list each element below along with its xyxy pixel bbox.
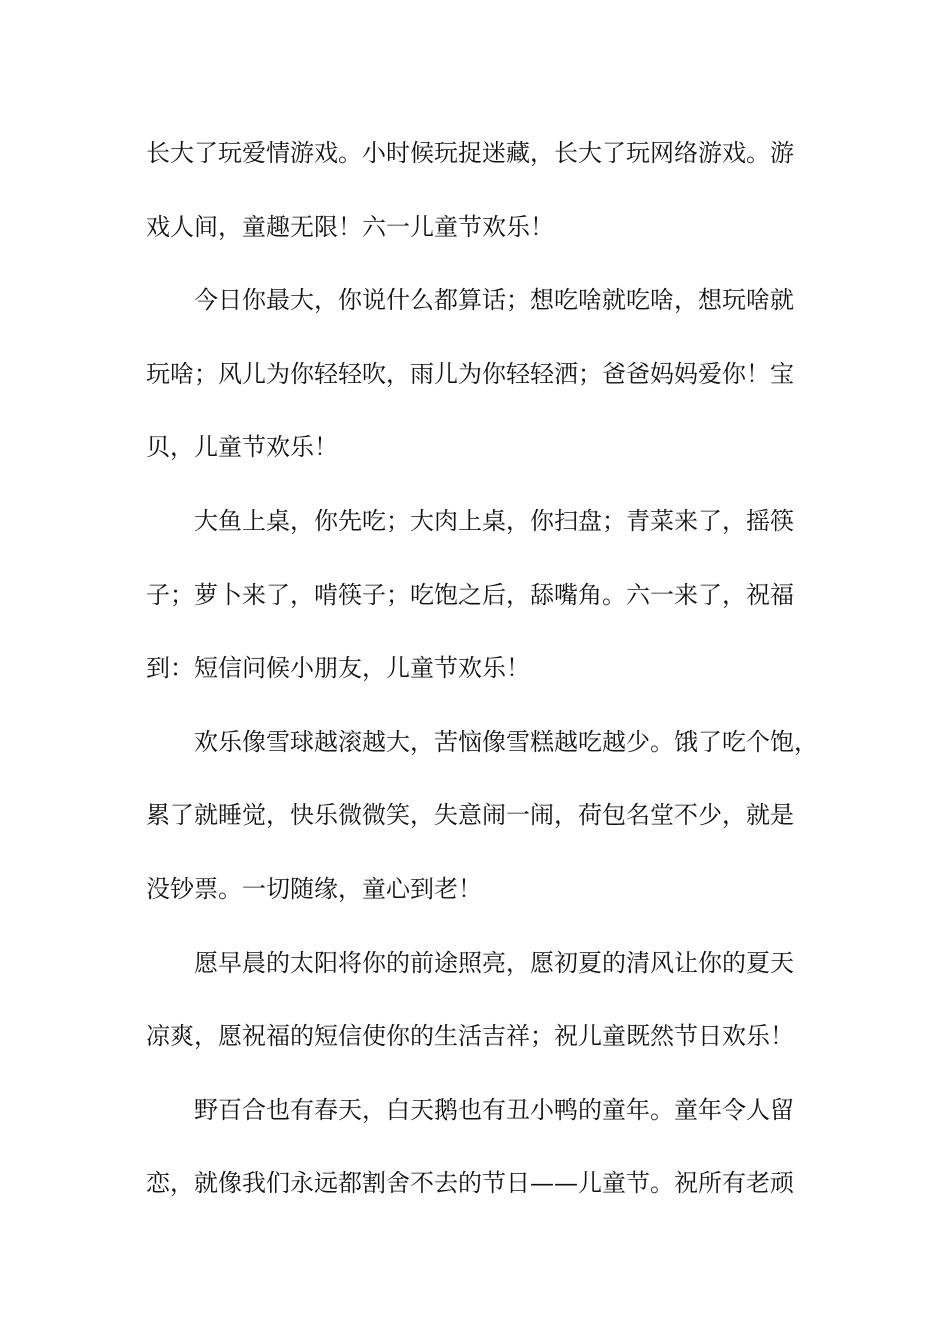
text-line: 累了就睡觉，快乐微微笑，失意闹一闹，荷包名堂不少，就是 (146, 801, 794, 830)
text-line: 恋，就像我们永远都割舍不去的节日——儿童节。祝所有老顽 (146, 1169, 794, 1198)
text-line: 长大了玩爱情游戏。小时候玩捉迷藏，长大了玩网络游戏。游 (146, 139, 794, 167)
text-line: 今日你最大，你说什么都算话；想吃啥就吃啥，想玩啥就 (194, 286, 794, 315)
text-line: 戏人间，童趣无限！六一儿童节欢乐！ (146, 212, 554, 241)
text-line: 欢乐像雪球越滚越大，苦恼像雪糕越吃越少。饿了吃个饱， (194, 727, 818, 756)
text-line: 玩啥；风儿为你轻轻吹，雨儿为你轻轻洒；爸爸妈妈爱你！宝 (146, 359, 794, 388)
text-line: 贝，儿童节欢乐！ (146, 433, 338, 462)
text-line: 野百合也有春天，白天鹅也有丑小鸭的童年。童年令人留 (194, 1095, 794, 1124)
text-line: 没钞票。一切随缘，童心到老！ (146, 874, 482, 903)
text-line: 愿早晨的太阳将你的前途照亮，愿初夏的清风让你的夏天 (194, 948, 794, 977)
document-body (146, 127, 826, 1231)
text-line: 子；萝卜来了，啃筷子；吃饱之后，舔嘴角。六一来了，祝福 (146, 580, 794, 609)
text-line: 凉爽，愿祝福的短信使你的生活吉祥；祝儿童既然节日欢乐！ (146, 1022, 794, 1051)
text-line: 大鱼上桌，你先吃；大肉上桌，你扫盘；青菜来了，摇筷 (194, 506, 794, 535)
text-line: 到：短信问候小朋友，儿童节欢乐！ (146, 654, 530, 683)
